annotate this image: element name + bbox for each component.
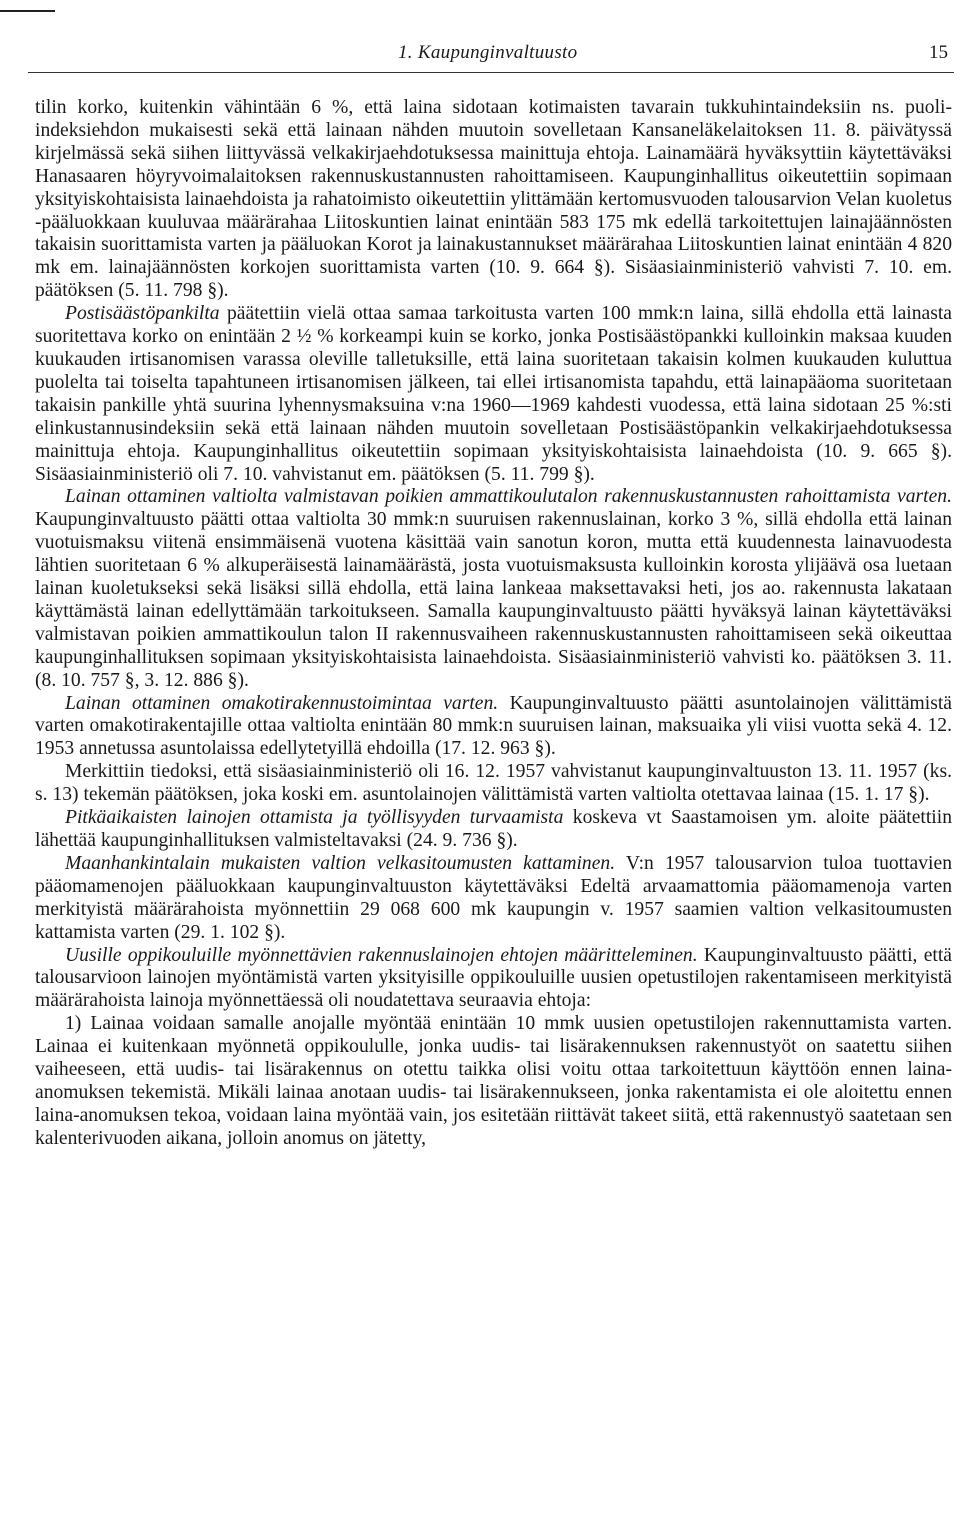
paragraph-1	[35, 97, 952, 303]
paragraph-3	[35, 486, 952, 692]
paragraph-text: koskeva vt Saastamoisen ym. aloite päätettiin lähettää kaupunginhallituksen valmisteltavaksi (24. 9. 736 §).	[35, 807, 952, 851]
paragraph-lead: Pitkäaikaisten lainojen ottamista ja työllisyyden turvaamista	[65, 807, 564, 829]
paragraph-text: V:n 1957 talousarvion tuloa tuottavien pääomamenojen pääluokkaan kaupunginvaltuuston käytettäväksi Edeltä arvaamattomia pääomamenoja varten merkityistä määrärahoista myönnettiin 29 068 600 mk kaupungin v. 1957 saamien valtion velkasitoumusten kattamista varten (29. 1. 102 §).	[35, 852, 952, 943]
paragraph-text: Kaupunginvaltuusto päätti, että talousarvioon lainojen myöntämistä varten yksityisille oppikouluille uusien opetustilojen rakentamiseen merkityistä määrärahoista lainoja myönnettäessä oli noudatettava seuraavia ehtoja:	[35, 944, 952, 1012]
paragraph-text: Kaupunginvaltuusto päätti asuntolainojen välittämistä varten omakotirakentajille ottaa valtiolta enintään 80 mmk:n suuruisen lainan, maksuaika yli viisi vuotta sekä 4. 12. 1953 annetussa asuntolaissa edellytetyillä ehdoilla (17. 12. 963 §).	[35, 692, 952, 760]
paragraph-lead: Lainan ottaminen valtiolta valmistavan poikien ammattikoulutalon rakennuskustannusten rahoittamista varten.	[65, 486, 952, 508]
page-number: 15	[929, 42, 948, 63]
paragraph-text: päätettiin vielä ottaa samaa tarkoitusta varten 100 mmk:n laina, sillä ehdolla että lainasta suoritettava korko on enintään 2 ½ % korkeampi kuin se korko, jonka Postisäästöpankki kulloinkin maksaa kuuden kuukauden irtisanomisen varassa oleville talletuksille, että laina suoritetaan takaisin kolmen kuukauden kuluttua puolelta tai toiselta tapahtuneen irtisanomisen jälkeen, tai ellei irtisanomista tapahdu, että lainapääoma suoritetaan takaisin pankille yhtä suurina lyhennysmaksuina v:na 1960—1969 kahdesti vuodessa, että laina sidotaan 25 %:sti elinkustannusindeksiin sekä että lainaan nähden muutoin sovelletaan Postisäästöpankin velkakirjaehdotuksessa mainittuja ehtoja. Kaupunginhallitus oikeutettiin sopimaan yksityiskohtaisista lainaehdoista (10. 9. 665 §). Sisäasiainministeriö oli 7. 10. vahvistanut em. päätöksen (5. 11. 799 §).	[35, 303, 952, 485]
paragraph-5	[35, 761, 952, 807]
running-header	[0, 42, 960, 72]
list-item-1	[35, 1013, 952, 1150]
header-rule	[28, 72, 954, 73]
paragraph-2	[35, 303, 952, 486]
running-header-title: 1. Kaupunginvaltuusto	[398, 42, 578, 63]
paragraph-8	[35, 945, 952, 1014]
paragraph-lead: Lainan ottaminen omakotirakennustoimintaa varten.	[65, 692, 499, 714]
top-edge-rule	[0, 10, 55, 12]
paragraph-7	[35, 853, 952, 945]
paragraph-text: tilin korko, kuitenkin vähintään 6 %, että laina sidotaan kotimaisten tavarain tukkuhintaindeksiin ns. puoli-indeksiehdon mukaisesti sekä että lainaan nähden muutoin sovelletaan Kansaneläkelaitoksen 11. 8. päivätyssä kirjelmässä sekä siihen liittyvässä velkakirjaehdotuksessa mainittuja ehtoja. Lainamäärä hyväksyttiin käytettäväksi Hanasaaren höyryvoimalaitoksen rakennuskustannusten rahoittamiseen. Kaupunginhallitus oikeutettiin sopimaan yksityiskohtaisista lainaehdoista ja rahatoimisto oikeutettiin ylittämään kertomusvuoden talousarvion Velan kuoletus -pääluokkaan kuuluvaa määrärahaa Liitoskuntien lainat enintään 583 175 mk edellä tarkoitettujen lainajäännösten takaisin suorittamista varten ja pääluokan Korot ja lainakustannukset määrärahaa Liitoskuntien lainat enintään 4 820 mk em. lainajäännösten korkojen suorittamista varten (10. 9. 664 §). Sisäasiainministeriö vahvisti 7. 10. em. päätöksen (5. 11. 798 §).	[35, 97, 952, 302]
paragraph-text: Kaupunginvaltuusto päätti ottaa valtiolta 30 mmk:n suuruisen rakennuslainan, korko 3 %, sillä ehdolla että lainan vuotuismaksu viitenä ensimmäisenä vuotena käsittää vain sanotun koron, mutta että kuudennesta lainavuodesta lähtien suoritetaan 6 % alkuperäisestä lainamäärästä, josta vuotuismaksusta kulloinkin korosta ylijäävä osa luetaan lainan kuoletukseksi sekä lisäksi sillä ehdolla, että laina lankeaa maksettavaksi heti, jos ao. rakennusta lakataan käyttämästä lainan edellyttämään tarkoitukseen. Samalla kaupunginvaltuusto päätti hyväksyä lainan käytettäväksi valmistavan poikien ammattikoulun talon II rakennusvaiheen rakennuskustannusten rahoittamiseen sekä oikeuttaa kaupunginhallituksen sopimaan yksityiskohtaisista lainaehdoista. Sisäasiainministeriö vahvisti ko. päätöksen 3. 11. (8. 10. 757 §, 3. 12. 886 §).	[35, 509, 952, 691]
page-body	[35, 97, 952, 1151]
paragraph-lead: Postisäästöpankilta	[65, 303, 220, 325]
paragraph-6	[35, 807, 952, 853]
paragraph-text: Merkittiin tiedoksi, että sisäasiainministeriö oli 16. 12. 1957 vahvistanut kaupunginvaltuuston 13. 11. 1957 (ks. s. 13) tekemän päätöksen, joka koski em. asuntolainojen välittämistä varten valtiolta otettavaa lainaa (15. 1. 17 §).	[35, 761, 952, 806]
paragraph-4	[35, 693, 952, 762]
paragraph-lead: Maanhankintalain mukaisten valtion velkasitoumusten kattaminen.	[65, 852, 616, 874]
paragraph-text: 1) Lainaa voidaan samalle anojalle myöntää enintään 10 mmk uusien opetustilojen rakennuttamista varten. Lainaa ei kuitenkaan myönnetä oppikoululle, jonka uudis- tai lisärakennuksen rakennustyöt on saatettu siihen vaiheeseen, että uudis- tai lisärakennus on otettu taikka olisi voitu ottaa tarkoitettuun käyttöön ennen laina-anomuksen tekemistä. Mikäli lainaa anotaan uudis- tai lisärakennukseen, jonka rakentamista ei ole aloitettu ennen laina-anomuksen tekoa, voidaan laina myöntää vain, jos esitetään riittävät takeet siitä, että rakennustyö saatetaan sen kalenterivuoden aikana, jolloin anomus on jätetty,	[35, 1013, 952, 1149]
paragraph-lead: Uusille oppikouluille myönnettävien rakennuslainojen ehtojen määritteleminen.	[65, 944, 698, 966]
